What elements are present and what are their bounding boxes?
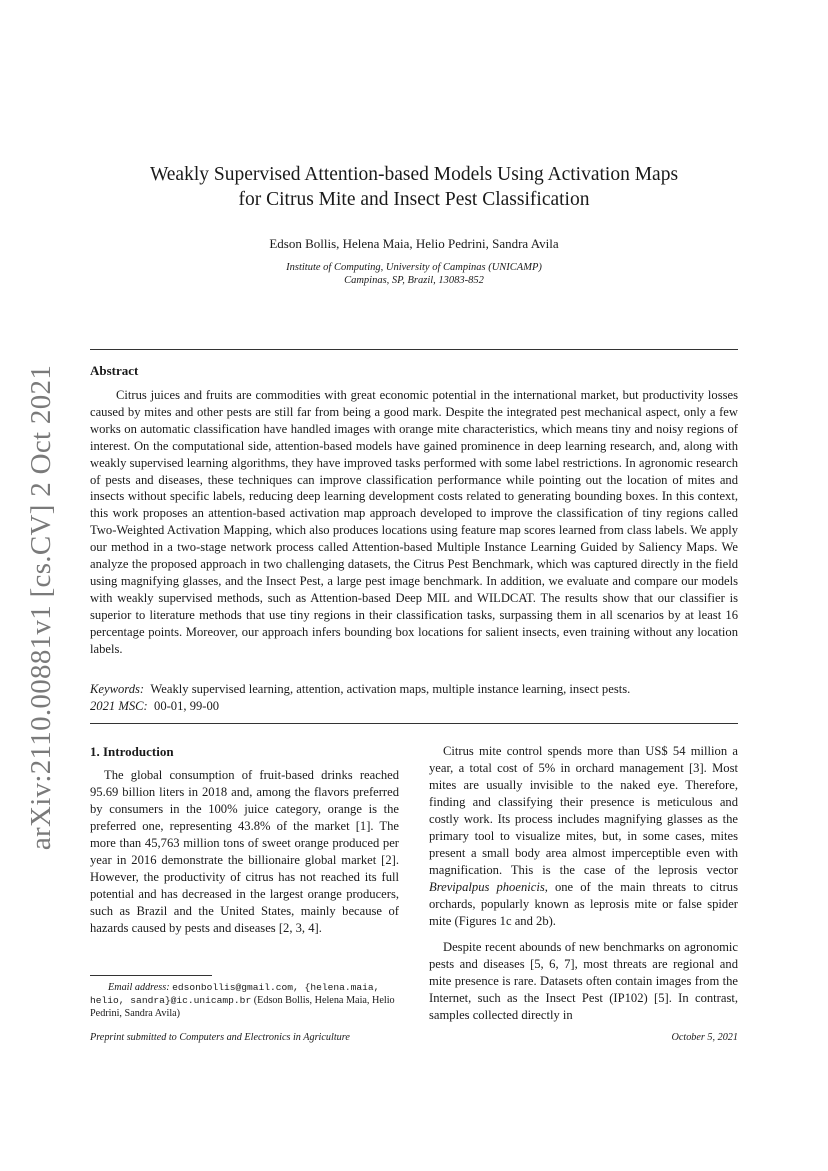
footnote-rule — [90, 975, 212, 976]
left-column — [90, 743, 399, 946]
abstract-top-rule — [90, 349, 738, 350]
footer-preprint-note: Preprint submitted to Computers and Electronics in Agriculture — [90, 1032, 350, 1043]
msc-value: 00-01, 99-00 — [154, 699, 220, 713]
arxiv-identifier: arXiv:2110.00881v1 [cs.CV] 2 Oct 2021 — [25, 364, 58, 850]
footnote-emails[interactable]: edsonbollis@gmail.com, {helena.maia, helio, sandra}@ic.unicamp.br — [90, 982, 380, 1007]
right-column — [429, 743, 738, 1033]
intro-paragraph-1: The global consumption of fruit-based drinks reached 95.69 billion liters in 2018 and, among the flavors preferred by consumers in the 100% juice category, orange is the preferred one, representing 43.8% of the market [1]. The more than 45,763 million tons of sweet orange produced per year in 2016 demonstrate the billionaire global market [2]. However, the productivity of citrus has not reached its full potential and has decreased in the largest orange producers, such as Brazil and the United States, mainly because of hazards caused by pests and diseases [2, 3, 4]. — [90, 768, 399, 935]
intro-paragraph-2-text: Citrus mite control spends more than US$ 54 million a year, a total cost of 5% in orchard management [3]. Most mites are usually invisible to the naked eye. Therefore, finding and classifying their presence is meticulous and costly work. Its process includes magnifying glasses as the primary tool to visualize mites, but, in some cases, mites present a small body area almost imperceptible even with magnification. This is the case of the leprosis vector — [429, 744, 738, 877]
footnote-label: Email address: — [108, 982, 170, 993]
paper-title — [90, 162, 738, 212]
keywords-block — [90, 681, 738, 715]
intro-paragraph-3: Despite recent abounds of new benchmarks on agronomic pests and diseases [5, 6, 7], most threats are regional and mite presence is rare. Datasets often contain images from the Internet, such as the Insect Pest (IP102) [5]. In contrast, samples collected directly in — [429, 940, 738, 1022]
title-line-1: Weakly Supervised Attention-based Models Using Activation Maps — [149, 164, 679, 185]
intro-paragraph-2-end: , one of the main threats to citrus orchards, popularly known as leprosis mite or false spider mite (Figures 1c and 2b). — [429, 880, 738, 928]
msc-label: 2021 MSC: — [90, 699, 148, 713]
footnote-names: (Edson Bollis, Helena Maia, Helio Pedrini, Sandra Avila) — [90, 995, 395, 1020]
author-list: Edson Bollis, Helena Maia, Helio Pedrini, Sandra Avila — [269, 236, 559, 251]
footer-date: October 5, 2021 — [671, 1032, 738, 1043]
keywords-line — [90, 681, 738, 698]
species-name: Brevipalpus phoenicis — [429, 880, 545, 894]
title-line-2: for Citrus Mite and Insect Pest Classification — [238, 189, 590, 210]
footnote-email — [90, 981, 399, 1021]
intro-paragraph-2 — [429, 743, 738, 930]
msc-line — [90, 698, 738, 715]
affiliation-line-2: Campinas, SP, Brazil, 13083-852 — [344, 275, 484, 286]
affiliation-line-1: Institute of Computing, University of Campinas (UNICAMP) — [286, 262, 542, 273]
arxiv-sidebar-stamp — [17, 364, 67, 850]
abstract-bottom-rule — [90, 723, 738, 724]
abstract-body: Citrus juices and fruits are commodities with great economic potential in the international market, but productivity losses caused by mites and other pests are still far from being a good mark. Despite the integrated pest mechanical aspect, only a few works on automatic classification have handled images with orange mite characteristics, which means tiny and noisy regions of interest. On the computational side, attention-based models have gained prominence in deep learning research, and, along with weakly supervised learning algorithms, they have improved tasks performed with some label restrictions. In agronomic research of pests and diseases, these techniques can improve classification performance while pointing out the location of mites and insects without specific labels, reducing deep learning development costs related to generating bounding boxes. In this context, this work proposes an attention-based activation map approach developed to improve the classification of tiny regions called Two-Weighted Activation Mapping, which also produces locations using feature map scores learned from class labels. We apply our method in a two-stage network process called Attention-based Multiple Instance Learning Guided by Saliency Maps. We analyze the proposed approach in two challenging datasets, the Citrus Pest Benchmark, which was captured directly in the field using magnifying glasses, and the Insect Pest, a large pest image benchmark. In addition, we evaluate and compare our models with weakly supervised methods, such as Attention-based Deep MIL and WILDCAT. The results show that our classifier is superior to literature methods that use tiny regions in their classification tasks, surpassing them in all scenarios by at least 16 percentage points. Moreover, our approach infers bounding box locations for salient insects, even training without any location labels. — [90, 388, 738, 656]
affiliation — [90, 261, 738, 287]
abstract-heading: Abstract — [90, 363, 139, 378]
keywords-label: Keywords: — [90, 682, 145, 696]
section-heading-introduction: 1. Introduction — [90, 744, 174, 759]
keywords-value: Weakly supervised learning, attention, activation maps, multiple instance learning, insect pests. — [150, 682, 631, 696]
